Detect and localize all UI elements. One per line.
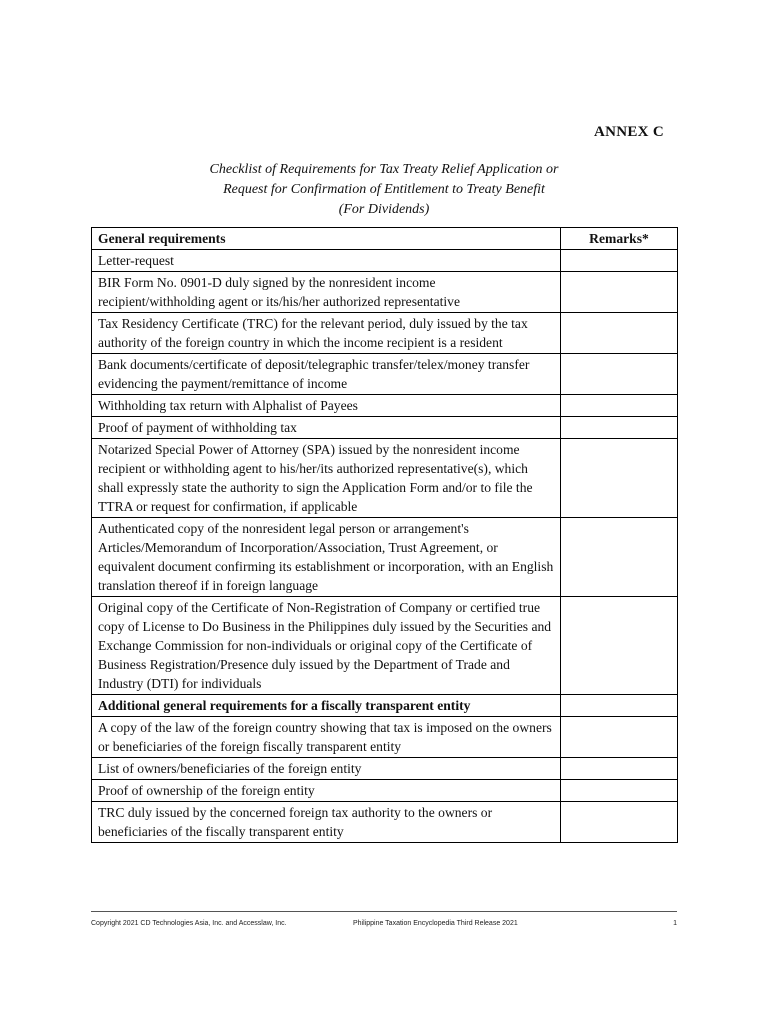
requirement-text: Tax Residency Certificate (TRC) for the relevant period, duly issued by the tax authority of the foreign country in which the income recipient is a resident — [92, 313, 561, 354]
requirement-text: TRC duly issued by the concerned foreign tax authority to the owners or beneficiaries of the fiscally transparent entity — [92, 802, 561, 843]
title-line-2: Request for Confirmation of Entitlement to Treaty Benefit — [223, 182, 545, 197]
remarks-cell — [561, 313, 678, 354]
section-heading: Additional general requirements for a fiscally transparent entity — [92, 695, 561, 717]
remarks-cell — [561, 695, 678, 717]
footer-copyright: Copyright 2021 CD Technologies Asia, Inc. and Accesslaw, Inc. — [91, 920, 287, 927]
requirement-text: Letter-request — [92, 250, 561, 272]
table-row — [92, 518, 678, 597]
title-line-3: (For Dividends) — [338, 202, 430, 217]
remarks-column-header: Remarks* — [561, 228, 678, 250]
table-row — [92, 802, 678, 843]
remarks-cell — [561, 780, 678, 802]
footer-page-number: 1 — [673, 920, 677, 927]
annex-label: ANNEX C — [593, 124, 664, 140]
requirements-table-body — [92, 250, 678, 843]
remarks-cell — [561, 250, 678, 272]
table-row — [92, 313, 678, 354]
footer-publication: Philippine Taxation Encyclopedia Third Release 2021 — [353, 920, 518, 927]
requirement-text: BIR Form No. 0901-D duly signed by the nonresident income recipient/withholding agent or its/his/her authorized representative — [92, 272, 561, 313]
remarks-cell — [561, 597, 678, 695]
requirement-text: Proof of payment of withholding tax — [92, 417, 561, 439]
requirement-text: A copy of the law of the foreign country showing that tax is imposed on the owners or beneficiaries of the foreign fiscally transparent entity — [92, 717, 561, 758]
requirement-text: Withholding tax return with Alphalist of Payees — [92, 395, 561, 417]
table-row — [92, 417, 678, 439]
remarks-cell — [561, 417, 678, 439]
requirement-text: Notarized Special Power of Attorney (SPA) issued by the nonresident income recipient or withholding agent to his/her/its authorized representative(s), which shall expressly state the authority to sign the Application Form and/or to file the TTRA or request for confirmation, if applicable — [92, 439, 561, 518]
table-row — [92, 250, 678, 272]
requirement-text: Proof of ownership of the foreign entity — [92, 780, 561, 802]
remarks-cell — [561, 439, 678, 518]
table-row — [92, 354, 678, 395]
remarks-cell — [561, 717, 678, 758]
remarks-cell — [561, 758, 678, 780]
title-line-1: Checklist of Requirements for Tax Treaty Relief Application or — [209, 162, 559, 177]
document-title — [0, 160, 768, 220]
table-row — [92, 758, 678, 780]
requirement-text: Original copy of the Certificate of Non-Registration of Company or certified true copy of License to Do Business in the Philippines duly issued by the Securities and Exchange Commission for non-individuals or original copy of the Certificate of Business Registration/Presence duly issued by the Department of Trade and Industry (DTI) for individuals — [92, 597, 561, 695]
page-footer — [91, 911, 677, 927]
requirement-text: Authenticated copy of the nonresident legal person or arrangement's Articles/Memorandum of Incorporation/Association, Trust Agreement, or equivalent document confirming its establishment or incorporation, with an English translation thereof if in foreign language — [92, 518, 561, 597]
requirements-table — [91, 227, 678, 843]
table-section-row — [92, 695, 678, 717]
table-header-row — [92, 228, 678, 250]
remarks-cell — [561, 354, 678, 395]
table-row — [92, 439, 678, 518]
requirements-column-header: General requirements — [92, 228, 561, 250]
table-row — [92, 395, 678, 417]
requirement-text: List of owners/beneficiaries of the foreign entity — [92, 758, 561, 780]
requirement-text: Bank documents/certificate of deposit/telegraphic transfer/telex/money transfer evidencing the payment/remittance of income — [92, 354, 561, 395]
table-row — [92, 780, 678, 802]
table-row — [92, 597, 678, 695]
remarks-cell — [561, 518, 678, 597]
remarks-cell — [561, 802, 678, 843]
table-row — [92, 272, 678, 313]
remarks-cell — [561, 395, 678, 417]
remarks-cell — [561, 272, 678, 313]
table-row — [92, 717, 678, 758]
